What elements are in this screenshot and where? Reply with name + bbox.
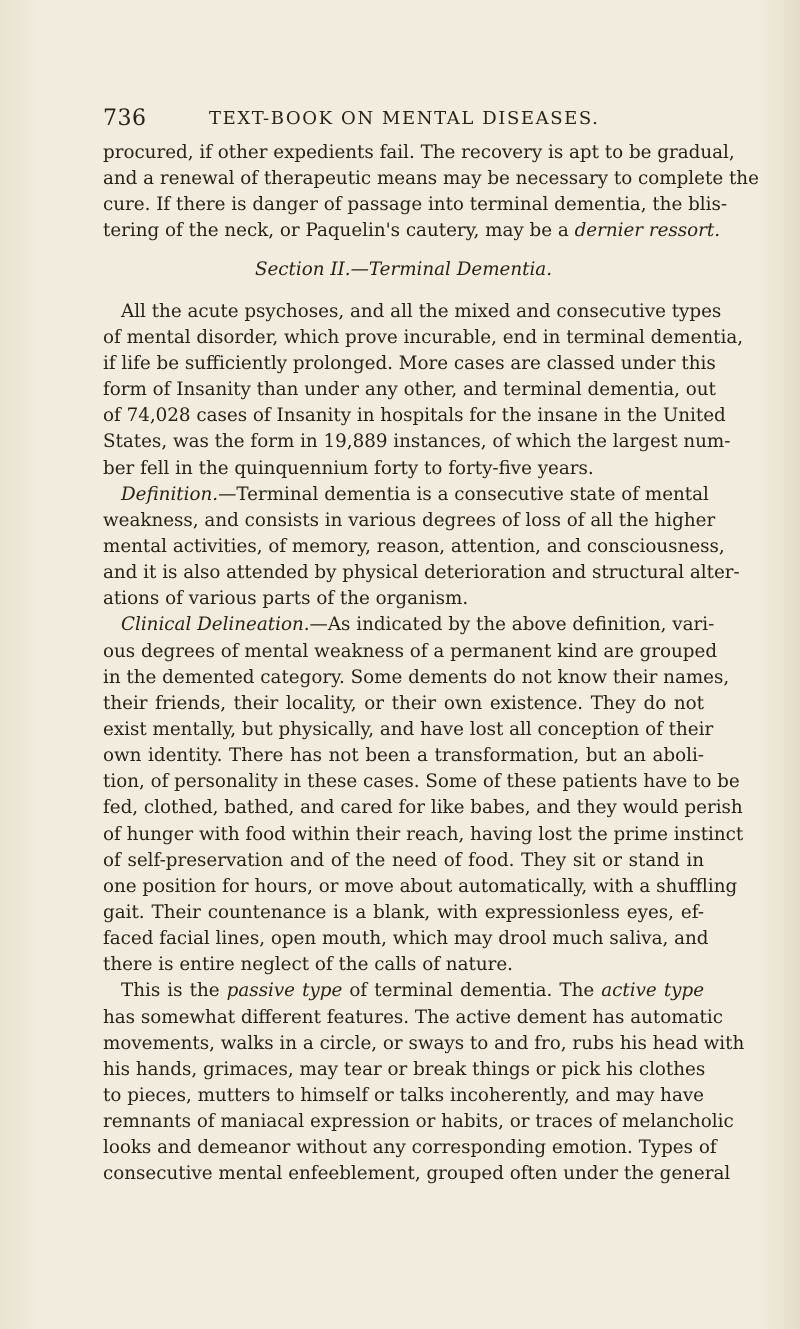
- text-line: of mental disorder, which prove incurable, end in terminal dementia,: [103, 326, 744, 348]
- italic-phrase: dernier ressort.: [574, 220, 721, 242]
- text-line: of hunger with food within their reach, having lost the prime instinct: [103, 823, 744, 845]
- text-line: All the acute psychoses, and all the mixed and consecutive types: [121, 300, 722, 322]
- text-line: if life be sufficiently prolonged. More cases are classed under this: [103, 352, 716, 374]
- text-line: ations of various parts of the organism.: [103, 588, 469, 610]
- page-number: 736: [103, 106, 147, 131]
- paragraph-clinical-delineation: [103, 612, 744, 978]
- text-line: their friends, their locality, or their own existence. They do not: [103, 692, 704, 714]
- text-line: looks and demeanor without any corresponding emotion. Types of: [103, 1137, 717, 1159]
- italic-phrase: passive type: [226, 980, 343, 1002]
- text-line: tion, of personality in these cases. Some of these patients have to be: [103, 771, 740, 793]
- text-line: form of Insanity than under any other, and terminal dementia, out: [103, 379, 716, 401]
- text-line: faced facial lines, open mouth, which may drool much saliva, and: [103, 928, 709, 950]
- text-line: fed, clothed, bathed, and cared for like babes, and they would perish: [103, 797, 743, 819]
- text-fragment: of terminal dementia. The: [342, 980, 602, 1002]
- text-line: has somewhat different features. The active dement has automatic: [103, 1006, 723, 1028]
- page-header: [103, 106, 703, 136]
- text-line: gait. Their countenance is a blank, with expressionless eyes, ef-: [103, 901, 704, 923]
- page-body: [103, 140, 759, 1187]
- text-line: his hands, grimaces, may tear or break things or pick his clothes: [103, 1058, 706, 1080]
- text-fragment: —As indicated by the above definition, vari-: [309, 614, 715, 636]
- text-line: to pieces, mutters to himself or talks incoherently, and may have: [103, 1084, 704, 1106]
- text-line: consecutive mental enfeeblement, grouped often under the general: [103, 1163, 731, 1185]
- text-line: remnants of maniacal expression or habits, or traces of melancholic: [103, 1111, 734, 1133]
- text-line: weakness, and consists in various degrees of loss of all the higher: [103, 509, 716, 531]
- paragraph-intro: [103, 299, 744, 482]
- text-line: [103, 978, 704, 1004]
- text-line: States, was the form in 19,889 instances, of which the largest num-: [103, 431, 731, 453]
- text-line: [103, 482, 709, 508]
- text-line: [103, 612, 715, 638]
- text-fragment: tering of the neck, or Paquelin's cautery, may be a: [103, 220, 575, 242]
- text-line: ous degrees of mental weakness of a permanent kind are grouped: [103, 640, 718, 662]
- text-line: of self-preservation and of the need of food. They sit or stand in: [103, 849, 704, 871]
- paragraph-definition: [103, 482, 740, 613]
- text-line: cure. If there is danger of passage into terminal dementia, the blis-: [103, 194, 728, 216]
- text-line: and it is also attended by physical deterioration and structural alter-: [103, 562, 740, 584]
- text-fragment: —Terminal dementia is a consecutive state of mental: [218, 483, 709, 505]
- text-line: there is entire neglect of the calls of nature.: [103, 954, 513, 976]
- text-line: mental activities, of memory, reason, attention, and consciousness,: [103, 535, 725, 557]
- text-line: [103, 218, 721, 244]
- text-line: of 74,028 cases of Insanity in hospitals for the insane in the United: [103, 405, 726, 427]
- paragraph-types: [103, 978, 745, 1187]
- text-line: own identity. There has not been a transformation, but an aboli-: [103, 745, 704, 767]
- run-in-heading: Definition.: [121, 483, 219, 505]
- text-line: one position for hours, or move about automatically, with a shuffling: [103, 875, 738, 897]
- text-line: and a renewal of therapeutic means may be necessary to complete the: [103, 168, 759, 190]
- run-in-heading: Clinical Delineation.: [121, 614, 310, 636]
- paragraph-continuation: [103, 140, 759, 245]
- text-fragment: This is the: [121, 980, 227, 1002]
- running-title: TEXT-BOOK ON MENTAL DISEASES.: [209, 108, 600, 129]
- section-heading: Section II.—Terminal Dementia.: [254, 258, 553, 280]
- text-line: in the demented category. Some dements do not know their names,: [103, 666, 730, 688]
- text-line: exist mentally, but physically, and have lost all conception of their: [103, 718, 714, 740]
- text-line: procured, if other expedients fail. The recovery is apt to be gradual,: [103, 142, 735, 163]
- text-line: movements, walks in a circle, or sways to and fro, rubs his head with: [103, 1032, 745, 1054]
- italic-phrase: active type: [601, 980, 705, 1002]
- text-line: ber fell in the quinquennium forty to forty-five years.: [103, 457, 594, 479]
